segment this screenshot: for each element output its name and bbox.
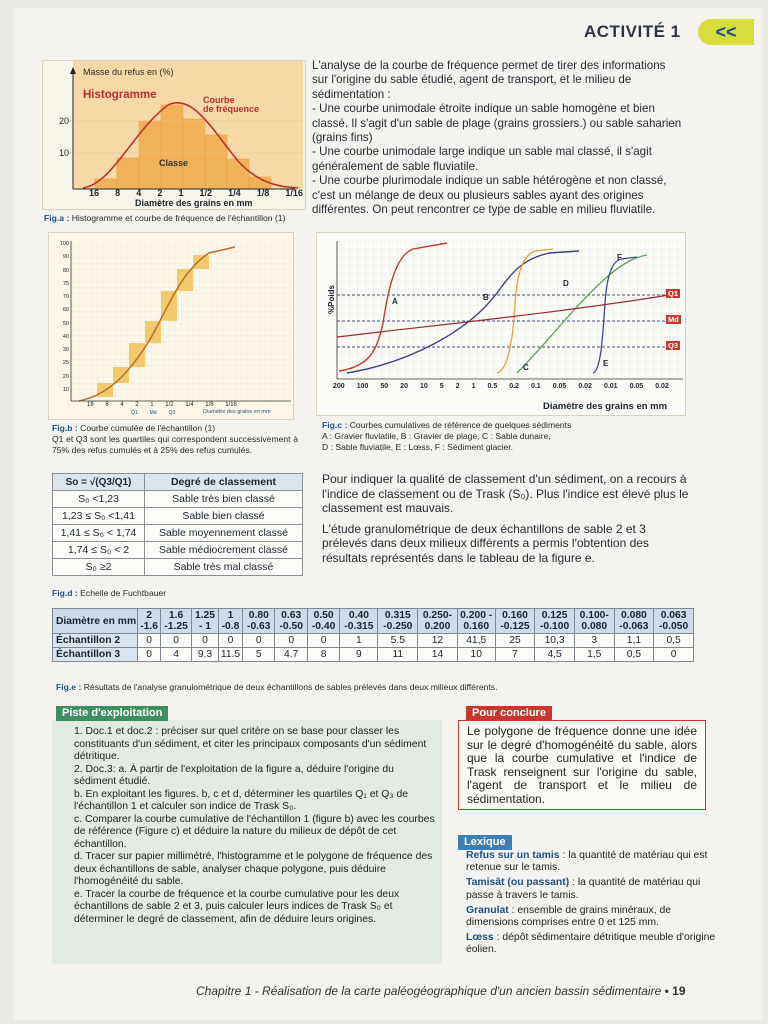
fuchtbauer-table (52, 473, 303, 576)
fig-c-x-ticks (333, 383, 669, 390)
fig-b-x-tick: 1/16 (225, 402, 237, 408)
fig-c-x-tick: 200 (333, 383, 345, 390)
fig-c-x-tick: 0.5 (487, 383, 498, 390)
fig-b-x-ticks (87, 402, 237, 408)
figure-c-reference-curves (316, 232, 686, 416)
fig-a-histogram-label: Histogramme (83, 89, 157, 101)
trask-range: 1,74 ≤ S₀ < 2 (53, 542, 145, 559)
fig-a-caption-id: Fig.a : (44, 213, 70, 223)
fig-b-y-tick: 50 (62, 320, 69, 327)
fig-d-caption (52, 588, 166, 599)
activity-title: ACTIVITÉ 1 (584, 22, 681, 41)
figure-b-cumulative (48, 232, 294, 420)
diameter-cell: 0.315 -0.250 (378, 609, 418, 634)
fig-b-x-tick: 2 (135, 402, 139, 408)
fig-a-x-ticks (89, 188, 303, 198)
diameter-cell: 0.160 -0.125 (495, 609, 535, 634)
lexique-entry (466, 877, 720, 901)
fig-b-x-tick: 1 (150, 402, 154, 408)
fig-c-x-tick: 0.01 (603, 383, 618, 390)
fig-c-legend-2: D : Sable fluviatile, E : Lœss, F : Sédiment glacier. (322, 442, 514, 452)
value-cell: 4,5 (535, 648, 575, 662)
fig-c-x-tick: 100 (356, 383, 369, 390)
diameter-cell: 0.80 -0.63 (243, 609, 275, 634)
value-cell: 10,3 (535, 634, 575, 648)
fig-c-curve-e-label: E (603, 359, 609, 368)
diameter-cell: 1.25 - 1 (192, 609, 219, 634)
fig-c-legend-1: A : Gravier fluviatile, B : Gravier de plage, C : Sable dunaire, (322, 431, 551, 441)
fig-d-caption-id: Fig.d : (52, 588, 78, 598)
value-cell: 3 (574, 634, 614, 648)
fig-a-x-tick: 4 (136, 188, 142, 198)
value-cell: 5 (243, 648, 275, 662)
lexique-title: Lexique (458, 835, 512, 850)
piste-item: 2. Doc.3: a. À partir de l'exploitation de la figure a, déduire l'origine du sédiment étudié. (74, 763, 394, 787)
trask-degree: Sable bien classé (145, 508, 303, 525)
table-row (53, 474, 303, 491)
value-cell: 0 (138, 648, 161, 662)
value-cell: 8 (307, 648, 339, 662)
fig-a-x-tick: 1/8 (256, 188, 270, 198)
value-cell: 41,5 (457, 634, 495, 648)
value-cell: 1 (340, 634, 378, 648)
lexique-def: : la quantité de matériau qui est retenue sur le tamis. (466, 850, 708, 874)
value-cell: 0 (307, 634, 339, 648)
fig-a-x-tick: 2 (157, 188, 163, 198)
value-cell: 25 (495, 634, 535, 648)
fig-c-x-tick: 5 (439, 383, 444, 390)
footer-text: Chapitre 1 - Réalisation de la carte paléogéographique d'un ancien bassin sédimentaire (196, 984, 662, 998)
table-row (53, 508, 303, 525)
value-cell: 9.3 (192, 648, 219, 662)
fig-b-q3-label: Q3 (168, 410, 176, 416)
fig-b-y-tick: 20 (62, 373, 69, 380)
degree-header: Degré de classement (145, 474, 303, 491)
fig-b-y-tick: 30 (62, 347, 69, 354)
sample-3-label: Échantillon 3 (53, 648, 138, 662)
fig-a-y-label: Masse du refus en (%) (83, 67, 174, 77)
fig-b-y-tick: 60 (62, 307, 69, 314)
granulometry-table (52, 608, 694, 662)
fig-a-y-tick-20: 20 (59, 116, 70, 126)
fig-c-x-tick: 0.2 (509, 383, 519, 390)
fig-b-caption-id: Fig.b : (52, 423, 78, 433)
trask-degree: Sable très bien classé (145, 491, 303, 508)
fig-e-caption-id: Fig.e : (56, 682, 82, 692)
fig-b-caption-line2: Q1 et Q3 sont les quartiles qui correspondent successivement à 75% des refus cumulés et à 25% des refus cumulés. (52, 434, 298, 455)
fig-e-caption-text: Résultats de l'analyse granulométrique de deux échantillons de sables prélevés dans deux milieux différents. (83, 682, 498, 692)
value-cell: 0,5 (614, 648, 654, 662)
table-row (53, 648, 694, 662)
trask-para-1: Pour indiquer la qualité de classement d'un sédiment, on a recours à l'indice de classement ou de Trask (S₀). Plus l'indice est élevé plus le classement est mauvais. (322, 472, 689, 516)
fig-b-x-label: Diamètre des grains en mm (203, 409, 271, 415)
trask-degree: Sable moyennement classé (145, 525, 303, 542)
fig-c-x-tick: 2 (455, 383, 460, 390)
lexique-term: Tamisât (ou passant) (466, 877, 570, 889)
fig-c-caption (322, 420, 692, 453)
value-cell: 1,5 (574, 648, 614, 662)
fig-b-caption-text: Courbe cumulée de l'échantillon (1) (80, 423, 216, 433)
fig-a-x-tick: 8 (115, 188, 121, 198)
fig-b-y-tick: 10 (62, 386, 69, 393)
fig-c-caption-id: Fig.c : (322, 420, 348, 430)
fig-b-y-ticks (51, 241, 69, 393)
value-cell: 11 (378, 648, 418, 662)
fig-a-caption-text: Histogramme et courbe de fréquence de l'échantillon (1) (71, 213, 286, 223)
diameter-cell: 0.063 -0.050 (654, 609, 694, 634)
value-cell: 4 (161, 648, 192, 662)
fig-b-x-tick: 16 (87, 402, 94, 408)
trask-degree: Sable médiocrement classé (145, 542, 303, 559)
value-cell: 0 (275, 634, 307, 648)
trask-range: S₀ <1,23 (53, 491, 145, 508)
fig-b-x-tick: 1/4 (185, 402, 194, 408)
fig-b-x-tick: 4 (120, 402, 124, 408)
fig-a-curve-label-2: de fréquence (203, 104, 260, 114)
fig-a-x-tick: 1/16 (285, 188, 303, 198)
trask-range: 1,41 ≤ S₀ < 1,74 (53, 525, 145, 542)
lexique-list (466, 850, 720, 960)
value-cell: 0 (243, 634, 275, 648)
fig-b-y-tick: 100 (59, 241, 69, 247)
fig-c-curve-f-label: F (617, 253, 622, 262)
fig-c-curve-d-label: D (563, 279, 569, 288)
fig-c-x-tick: 0.05 (552, 383, 567, 390)
page-number: • 19 (664, 984, 686, 998)
diameter-cell: 0.250- 0.200 (418, 609, 458, 634)
fig-b-y-tick: 70 (62, 294, 69, 301)
trask-paragraph (322, 472, 694, 566)
fig-b-y-tick: 40 (62, 333, 69, 340)
conclude-title: Pour conclure (466, 706, 552, 721)
value-cell: 0 (161, 634, 192, 648)
intro-line-4: - Une courbe plurimodale indique un sable hétérogène et non classé, c'est un mélange de deux ou plusieurs sables ayant des origines différentes. On peut rencontrer ce type de sable en milieu fluviatile. (312, 174, 667, 217)
fig-c-y-label: %Poids (326, 285, 336, 314)
fig-a-x-tick: 16 (89, 188, 100, 198)
value-cell: 0 (218, 634, 242, 648)
lexique-term: Granulat (466, 904, 509, 916)
fig-c-curve-a-label: A (392, 297, 398, 306)
trask-degree: Sable très mal classé (145, 559, 303, 576)
fig-c-md-mark: Md (668, 315, 679, 324)
lexique-def: : dépôt sédimentaire détritique meuble d'origine éolien. (466, 932, 716, 956)
intro-line-2: - Une courbe unimodale étroite indique un sable homogène et bien classé. Il s'agit d'un sable de plage (grains grossiers.) ou sable saharien (grains fins) (312, 102, 682, 145)
diameter-cell: 2 -1.6 (138, 609, 161, 634)
trask-range: 1,23 ≤ S₀ <1,41 (53, 508, 145, 525)
lexique-term: Refus sur un tamis (466, 850, 560, 861)
value-cell: 0 (192, 634, 219, 648)
diameter-cell: 0.63 -0.50 (275, 609, 307, 634)
value-cell: 5.5 (378, 634, 418, 648)
diameter-cell: 0.50 -0.40 (307, 609, 339, 634)
fig-c-caption-text: Courbes cumulatives de référence de quelques sédiments (349, 420, 572, 430)
diameter-cell: 1 -0.8 (218, 609, 242, 634)
fig-c-x-tick: 0.05 (629, 383, 644, 390)
diameter-cell: 0.125 -0.100 (535, 609, 575, 634)
trask-para-2: L'étude granulométrique de deux échantillons de sable 2 et 3 prélevés dans deux milieux différents a permis l'obtention des résultats représentés dans le tableau de la figure e. (322, 521, 649, 565)
page-footer (196, 984, 686, 998)
table-row (53, 609, 694, 634)
fig-c-q1-mark: Q1 (668, 289, 679, 298)
sample-2-label: Échantillon 2 (53, 634, 138, 648)
intro-paragraph (312, 59, 684, 217)
lexique-entry (466, 932, 720, 956)
diameter-cell: 0.100- 0.080 (574, 609, 614, 634)
lexique-def: : ensemble de grains minéraux, de dimensions comprises entre 0 et 125 mm. (466, 904, 672, 929)
fig-c-x-tick: 1 (471, 383, 476, 390)
piste-item: d. Tracer sur papier millimétré, l'histogramme et le polygone de fréquence des deux échantillons de sable, analyser chaque polygone, puis déduire l'homogénéité du sable. (74, 851, 433, 887)
value-cell: 0 (654, 648, 694, 662)
fig-a-y-tick-10: 10 (59, 148, 70, 158)
fig-a-caption (44, 213, 285, 224)
piste-item: 1. Doc.1 et doc.2 : préciser sur quel critère on se base pour classer les constituants d'un sédiment, et citer les principaux composants d'un sédiment détritique. (74, 726, 427, 762)
piste-list (74, 726, 436, 926)
lexique-entry (466, 850, 720, 874)
fig-a-curve-label-1: Courbe (203, 95, 235, 105)
back-chevron-icon[interactable]: << (698, 19, 754, 45)
fig-c-x-tick: 0.1 (530, 383, 541, 390)
piste-item: e. Tracer la courbe de fréquence et la courbe cumulative pour les deux échantillons de sable 2 et 3, puis calculer leurs indices de Trask S₀ et déterminer le degré de classement, afin de déduire leurs origines. (74, 888, 400, 925)
value-cell: 9 (340, 648, 378, 662)
value-cell: 1,1 (614, 634, 654, 648)
fig-b-y-tick: 25 (62, 360, 69, 367)
fig-b-quartile-labels (131, 410, 175, 416)
value-cell: 0 (138, 634, 161, 648)
piste-title: Piste d'exploitation (56, 706, 168, 721)
fig-b-md-label: Md (149, 410, 157, 416)
lexique-def: : la quantité de matériau qui passe à travers le tamis. (466, 877, 701, 901)
fig-b-caption (52, 423, 298, 456)
value-cell: 0,5 (654, 634, 694, 648)
fig-a-x-tick: 1/2 (199, 188, 213, 198)
table-row (53, 634, 694, 648)
fig-b-q1-label: Q1 (131, 410, 138, 416)
fig-a-x-tick: 1/4 (228, 188, 241, 198)
diameter-cell: 1.6 -1.25 (161, 609, 192, 634)
piste-item: b. En exploitant les figures. b, c et d, déterminer les quartiles Q₁ et Q₃ de l'échantillon 1 et calculer son indice de Trask S₀. (74, 788, 409, 812)
fig-c-q3-mark: Q3 (668, 341, 679, 350)
table-row (53, 491, 303, 508)
fig-c-x-tick: 0.02 (578, 383, 592, 390)
trask-range: S₀ ≥2 (53, 559, 145, 576)
fig-c-x-tick: 50 (380, 383, 389, 390)
fig-c-x-tick: 10 (419, 383, 428, 390)
intro-line-3: - Une courbe unimodale large indique un sable mal classé, il s'agit généralement de sable fluviatile. (312, 145, 652, 173)
fig-c-curve-c-label: C (523, 363, 529, 372)
lexique-entry (466, 905, 720, 929)
diameter-header: Diamètre en mm (53, 609, 138, 634)
fig-b-y-tick: 80 (62, 267, 69, 274)
value-cell: 11.5 (218, 648, 242, 662)
intro-line-1: L'analyse de la courbe de fréquence permet de tirer des informations sur l'origine du sable étudié, agent de transport, et le milieu de sédimentation : (312, 59, 666, 101)
value-cell: 7 (495, 648, 535, 662)
table-row (53, 525, 303, 542)
fig-c-x-tick: 0.02 (655, 383, 669, 390)
fig-b-y-tick: 75 (62, 280, 69, 287)
lexique-term: Lœss (466, 932, 494, 944)
fig-c-x-tick: 20 (400, 383, 408, 390)
fig-c-x-label: Diamètre des grains en mm (543, 401, 668, 412)
fig-a-x-label: Diamètre des grains en mm (135, 198, 253, 208)
fig-b-x-tick: 1/2 (165, 402, 174, 408)
table-row (53, 559, 303, 576)
value-cell: 14 (418, 648, 458, 662)
fig-d-caption-text: Echelle de Fuchtbauer (80, 588, 167, 598)
table-row (53, 542, 303, 559)
piste-item: c. Comparer la courbe cumulative de l'échantillon 1 (figure b) avec les courbes de référence (Figure c) et déduire la nature du milieux de dépôt de cet échantillon. (74, 813, 435, 850)
fig-c-curve-b-label: B (483, 293, 489, 302)
fig-b-y-tick: 90 (62, 254, 69, 261)
fig-b-x-tick: 1/8 (205, 402, 214, 408)
fig-a-class-label: Classe (159, 158, 189, 168)
diameter-cell: 0.40 -0.315 (340, 609, 378, 634)
fig-e-caption (56, 682, 497, 693)
figure-a-histogram (42, 60, 306, 210)
diameter-cell: 0.200 - 0.160 (457, 609, 495, 634)
diameter-cell: 0.080 -0.063 (614, 609, 654, 634)
value-cell: 4.7 (275, 648, 307, 662)
fig-b-x-tick: 8 (105, 402, 109, 408)
value-cell: 10 (457, 648, 495, 662)
fig-a-x-tick: 1 (178, 188, 184, 198)
value-cell: 12 (418, 634, 458, 648)
trask-formula: So = √(Q3/Q1) (53, 474, 145, 491)
conclude-text: Le polygone de fréquence donne une idée sur le degré d'homogénéité du sable, alors que la courbe cumulative et l'indice de Trask renseignent sur l'origine du sable, l'agent de transport et le milieu de sédimentation. (458, 720, 706, 810)
